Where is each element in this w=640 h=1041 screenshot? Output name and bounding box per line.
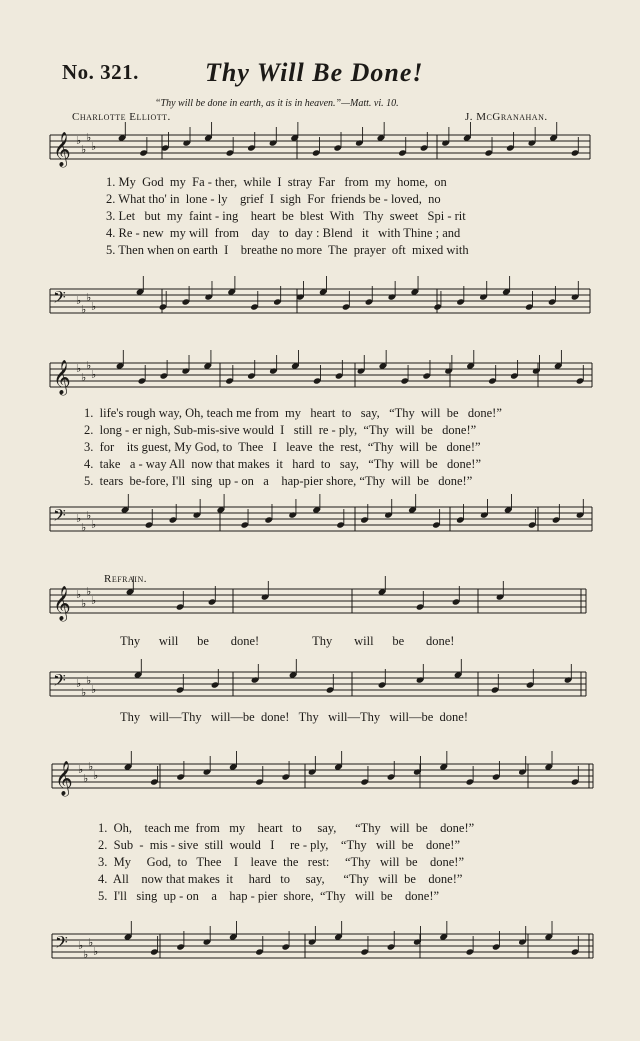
verse-line: 5. I'll sing up - on a hap - pier shore, “Thy will be done!”: [98, 889, 440, 903]
treble-clef-icon: 𝄞: [53, 360, 71, 395]
flat-icon: ♭: [86, 509, 92, 522]
flat-icon: ♭: [88, 936, 94, 949]
verse-line: 2. What tho' in lone - ly grief I sigh For friends be - loved, no: [106, 192, 441, 206]
flat-icon: ♭: [86, 291, 92, 304]
final-system-verses: [98, 820, 598, 910]
flat-icon: ♭: [91, 140, 97, 153]
flat-icon: ♭: [81, 143, 87, 156]
flat-icon: ♭: [81, 303, 87, 316]
flat-icon: ♭: [86, 674, 92, 687]
flat-icon: ♭: [76, 362, 82, 375]
flat-icon: ♭: [76, 512, 82, 525]
refrain-label: Refrain.: [104, 573, 147, 585]
flat-icon: ♭: [81, 597, 87, 610]
system-2-verses: [84, 405, 604, 495]
flat-icon: ♭: [78, 763, 84, 776]
treble-clef-icon: 𝄞: [53, 586, 71, 621]
hymn-number: No. 321.: [62, 60, 139, 84]
treble-clef-icon: 𝄞: [55, 761, 73, 796]
verse-line: 4. Re - new my will from day to day : Blend it with Thine ; and: [106, 226, 461, 240]
flat-icon: ♭: [86, 131, 92, 144]
flat-icon: ♭: [93, 769, 99, 782]
bass-clef-icon: 𝄢: [53, 505, 66, 529]
flat-icon: ♭: [76, 588, 82, 601]
verse-line: 1. My God my Fa - ther, while I stray Far from my home, on: [106, 175, 447, 189]
flat-icon: ♭: [76, 134, 82, 147]
verse-line: 3. for its guest, My God, to Thee I leave the rest, “Thy will be done!”: [84, 440, 481, 454]
lyricist-credit: Charlotte Elliott.: [72, 111, 171, 123]
bass-clef-icon: 𝄢: [53, 670, 66, 694]
flat-icon: ♭: [91, 300, 97, 313]
verse-line: 2. Sub - mis - sive still would I re - ply, “Thy will be done!”: [98, 838, 460, 852]
verse-line: 4. All now that makes it hard to say, “Thy will be done!”: [98, 872, 463, 886]
composer-credit: J. McGranahan.: [465, 111, 548, 123]
flat-icon: ♭: [91, 518, 97, 531]
flat-icon: ♭: [81, 371, 87, 384]
refrain-treble-words: Thy will be done! Thy will be done!: [120, 634, 455, 648]
flat-icon: ♭: [86, 585, 92, 598]
flat-icon: ♭: [83, 948, 89, 961]
verse-line: 3. My God, to Thee I leave the rest: “Thy will be done!”: [98, 855, 465, 869]
verse-line: 1. life's rough way, Oh, teach me from my heart to say, “Thy will be done!”: [84, 406, 502, 420]
refrain-bass-words: Thy will—Thy will—be done! Thy will—Thy will—be done!: [120, 710, 468, 724]
flat-icon: ♭: [91, 683, 97, 696]
flat-icon: ♭: [91, 368, 97, 381]
flat-icon: ♭: [93, 945, 99, 958]
flat-icon: ♭: [83, 772, 89, 785]
verse-line: 4. take a - way All now that makes it hard to say, “Thy will be done!”: [84, 457, 482, 471]
flat-icon: ♭: [88, 760, 94, 773]
verse-line: 5. Then when on earth I breathe no more The prayer oft mixed with: [106, 243, 469, 257]
flat-icon: ♭: [76, 677, 82, 690]
bass-clef-icon: 𝄢: [55, 932, 68, 956]
treble-clef-icon: 𝄞: [53, 132, 71, 167]
flat-icon: ♭: [78, 939, 84, 952]
flat-icon: ♭: [91, 594, 97, 607]
system-1-verses: [106, 174, 606, 264]
hymn-title: Thy Will Be Done!: [205, 58, 424, 87]
verse-line: 2. long - er nigh, Sub-mis-sive would I still re - ply, “Thy will be done!”: [84, 423, 477, 437]
flat-icon: ♭: [81, 521, 87, 534]
flat-icon: ♭: [76, 294, 82, 307]
bass-clef-icon: 𝄢: [53, 287, 66, 311]
flat-icon: ♭: [86, 359, 92, 372]
verse-line: 5. tears be-fore, I'll sing up - on a hap-pier shore, “Thy will be done!”: [84, 474, 473, 488]
verse-line: 3. Let but my faint - ing heart be blest With Thy sweet Spi - rit: [106, 209, 466, 223]
flat-icon: ♭: [81, 686, 87, 699]
verse-line: 1. Oh, teach me from my heart to say, “Thy will be done!”: [98, 821, 475, 835]
scripture-epigraph: “Thy will be done in earth, as it is in heaven.”—Matt. vi. 10.: [155, 98, 399, 109]
